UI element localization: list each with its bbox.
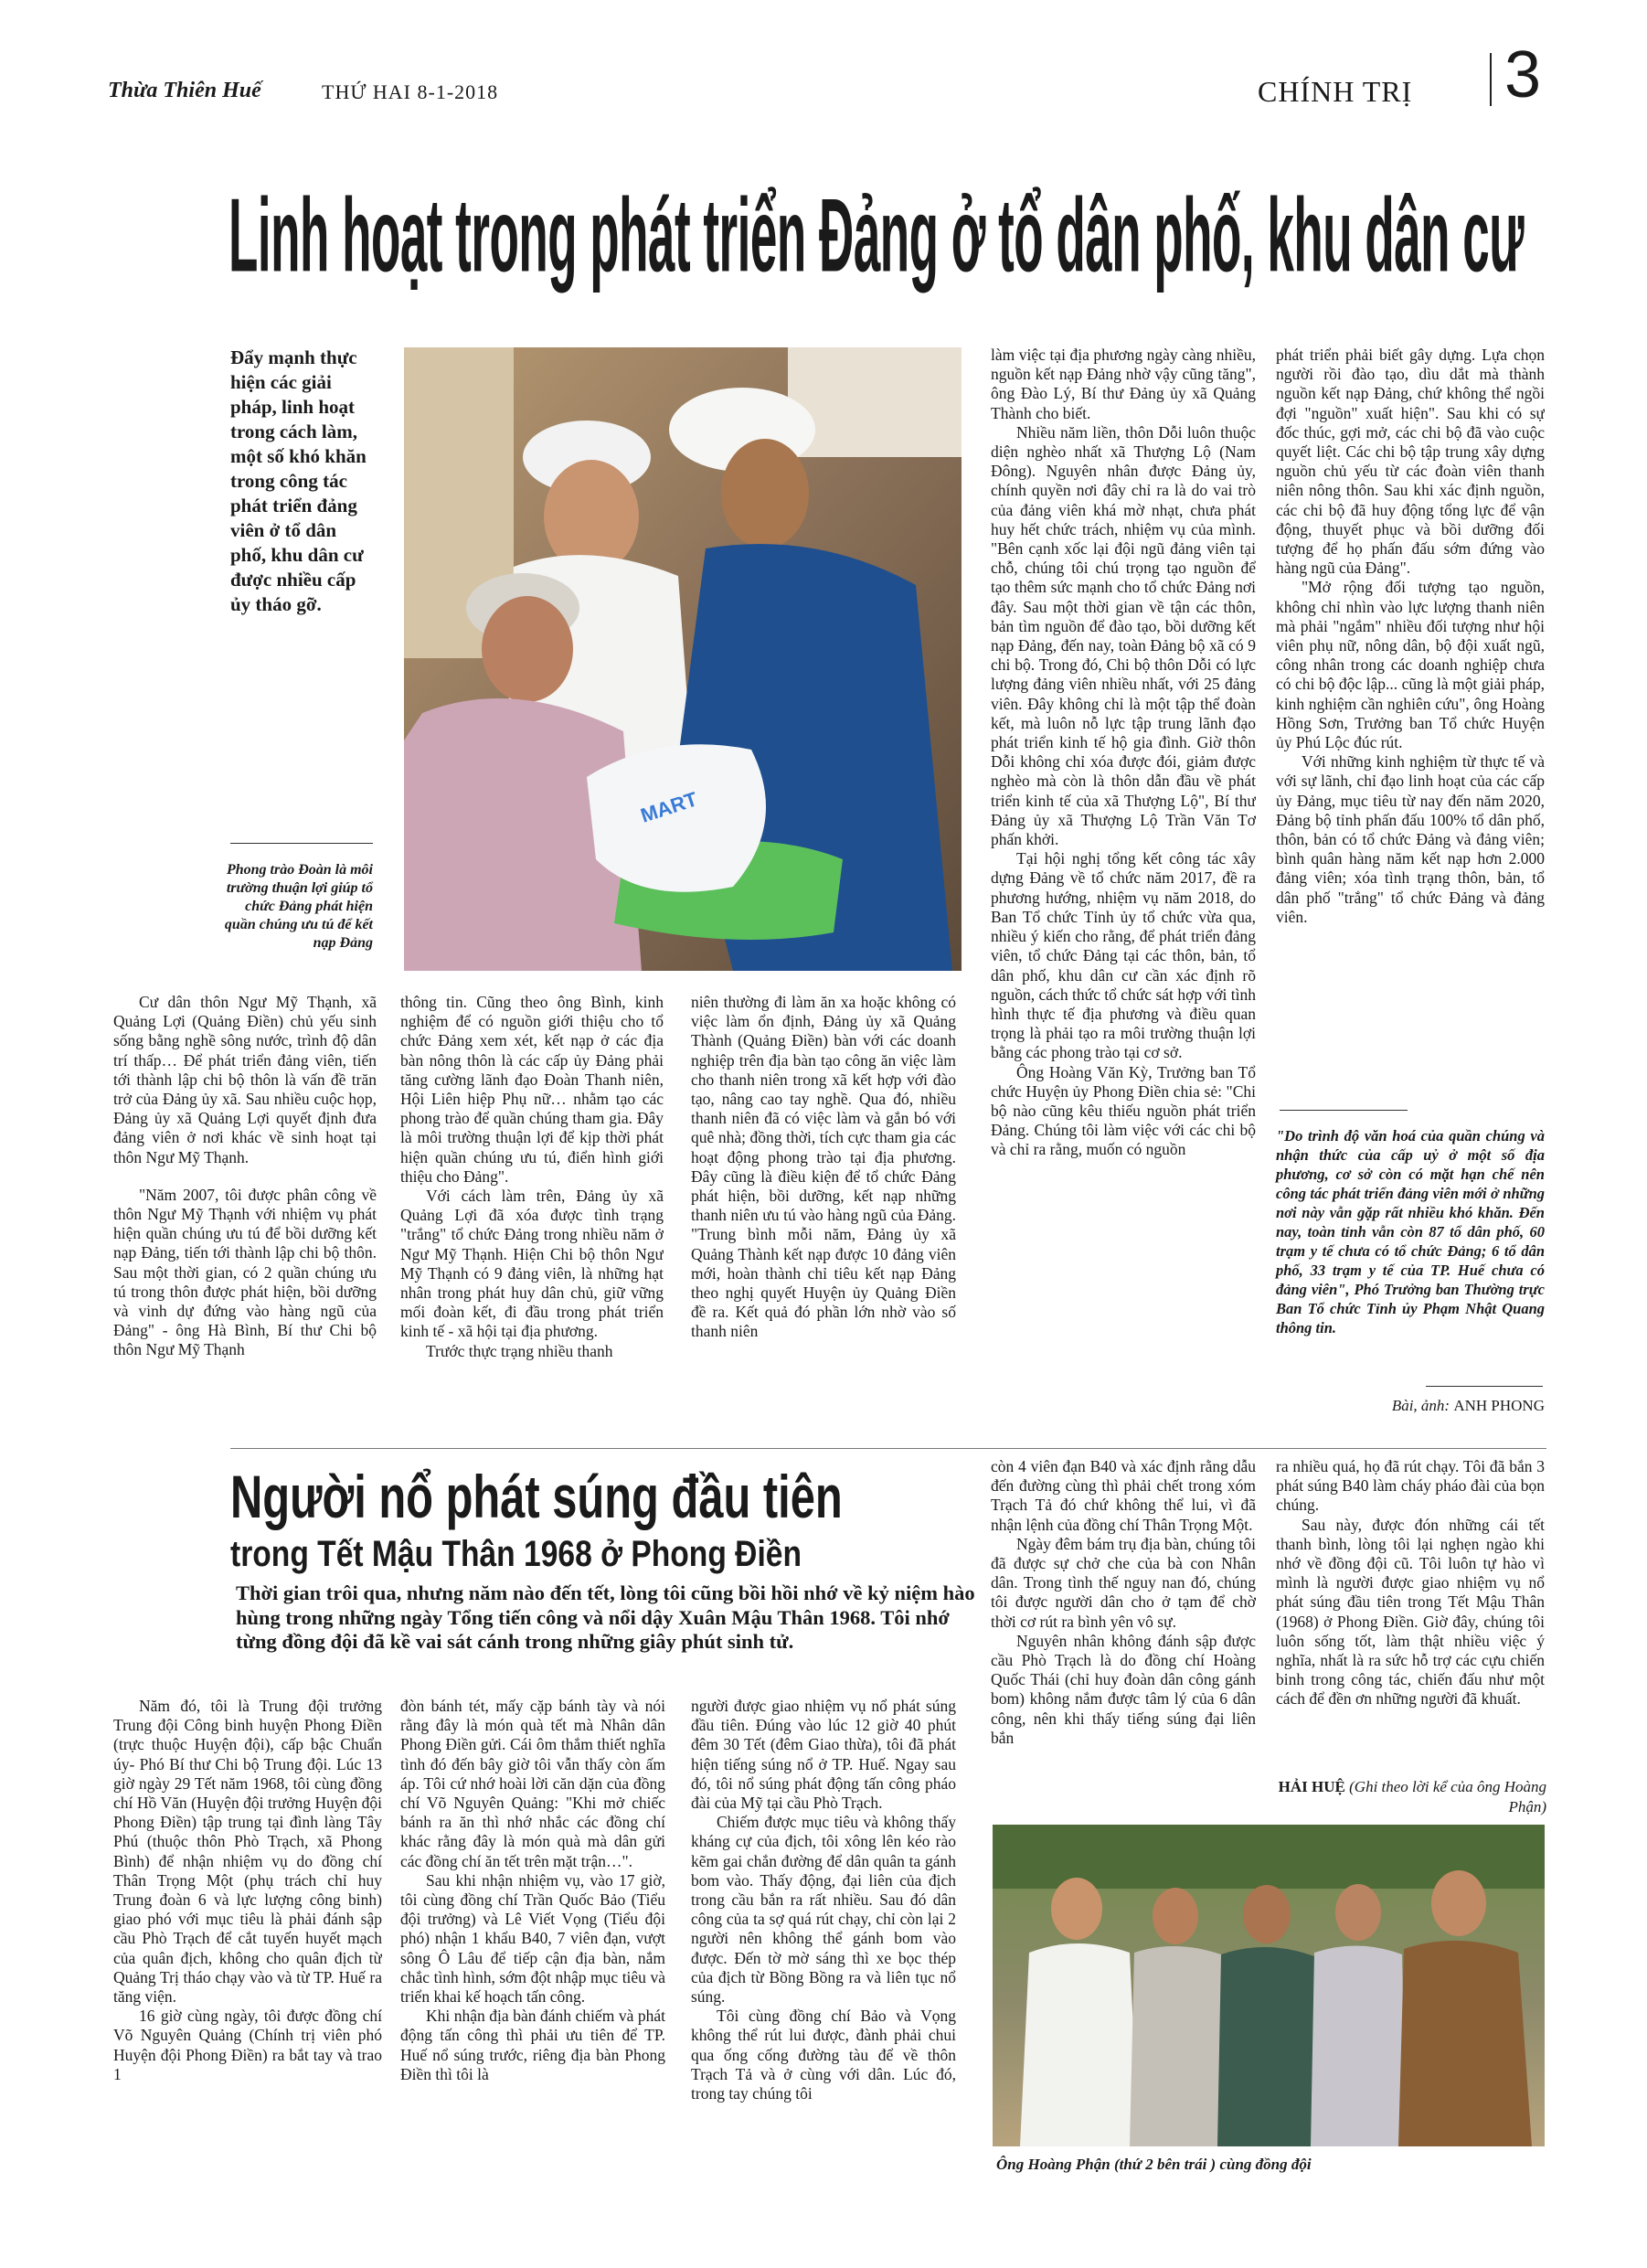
photo-veterans-group	[993, 1825, 1545, 2146]
article-divider	[230, 1448, 1546, 1449]
article1-column-4	[991, 346, 1256, 1439]
paragraph: niên thường đi làm ăn xa hoặc không có việc làm ổn định, Đảng ủy xã Quảng Thành (Quảng Điền) bàn với các doanh nghiệp trên địa bàn tạo công ăn việc làm cho thanh niên trong xã kết hợp với đào tạo, nâng cao tay nghề. Qua đó, nhiều thanh niên đã có việc làm và gắn bó với quê nhà; đồng thời, tích cực tham gia các hoạt động phong trào tại địa phương. Đây cũng là điều kiện để tổ chức Đảng phát hiện, bồi dưỡng, kết nạp những thanh niên ưu tú vào hàng ngũ của Đảng. "Trung bình mỗi năm, Đảng ủy xã Quảng Thành kết nạp được 10 đảng viên mới, hoàn thành chỉ tiêu kết nạp Đảng theo nghị quyết Huyện ủy Quảng Điền đề ra. Kết quả đó phần lớn nhờ vào số thanh niên	[691, 993, 956, 1341]
article1-column-3	[691, 993, 956, 1439]
article2-column-2	[400, 1697, 665, 2190]
paragraph: "Mở rộng đối tượng tạo nguồn, không chỉ nhìn vào lực lượng thanh niên mà phải "ngắm" nhiều đối tượng như hội viên phụ nữ, nông dân, bộ đội xuất ngũ, công nhân trong các doanh nghiệp chưa có chi bộ độc lập... cũng là một giải pháp, kinh nghiệm cần nghiên cứu", ông Hoàng Hồng Sơn, Trưởng ban Tổ chức Huyện ủy Phú Lộc đúc rút.	[1276, 578, 1545, 752]
paragraph: Khi nhận địa bàn đánh chiếm và phát động tấn công thì phải ưu tiên để TP. Huế nổ súng trước, riêng địa bàn Phong Điền thì tôi là	[400, 2007, 665, 2083]
article2-subheadline-text: trong Tết Mậu Thân 1968 ở Phong Điền	[230, 1534, 802, 1574]
caption-rule	[230, 843, 373, 844]
article2-lead: Thời gian trôi qua, nhưng năm nào đến tết, lòng tôi cũng bồi hồi nhớ về kỷ niệm hào hùng trong những ngày Tổng tiến công và nổi dậy Xuân Mậu Thân 1968. Tôi nhớ từng đồng đội đã kề vai sát cánh trong những giây phút sinh tử.	[236, 1581, 975, 1653]
paragraph: "Năm 2007, tôi được phân công về thôn Ngư Mỹ Thạnh với nhiệm vụ phát hiện quần chúng ưu tú để bồi dưỡng kết nạp Đảng, tiến tới thành lập chi bộ thôn. Sau một thời gian, có 2 quần chúng ưu tú trong thôn được phát hiện, bồi dưỡng và vinh dự đứng vào hàng ngũ của Đảng" - ông Hà Bình, Bí thư Chi bộ thôn Ngư Mỹ Thạnh	[113, 1185, 377, 1359]
paragraph: Ngày đêm bám trụ địa bàn, chúng tôi đã được sự chở che của bà con Nhân dân. Trong tình thế nguy nan đó, chúng tôi được người dân cho ở tạm để chờ thời cơ rút ra bình yên vô sự.	[991, 1534, 1256, 1631]
paragraph: còn 4 viên đạn B40 và xác định rằng dẫu đến đường cùng thì phải chết trong xóm Trạch Tả đó chứ không thể lui, vì đã nhận lệnh của đồng chí Thân Trọng Một.	[991, 1457, 1256, 1534]
paragraph: Nhiều năm liền, thôn Dỗi luôn thuộc diện nghèo nhất xã Thượng Lộ (Nam Đông). Nguyên nhân được Đảng ủy, chính quyền nơi đây chỉ ra là do vai trò của đảng viên khá mờ nhạt, chưa phát huy hết chức trách, nhiệm vụ của mình. "Bên cạnh xốc lại đội ngũ đảng viên tại chỗ, chúng tôi chú trọng tạo nguồn để tạo thêm sức mạnh cho tổ chức Đảng nơi đây. Sau một thời gian về tận các thôn, bản tìm nguồn để đào tạo, bồi dưỡng kết nạp Đảng, đến nay, toàn Đảng bộ xã có 9 chi bộ. Trong đó, Chi bộ thôn Dỗi có lực lượng đảng viên nhiều nhất, với 25 đảng viên. Đây không chỉ là một tập thể đoàn kết, mà luôn nỗ lực tập trung lãnh đạo phát triển kinh tế hộ gia đình. Giờ thôn Dỗi không chỉ xóa được đói, giảm được nghèo mà còn là thôn dẫn đầu về phát triển kinh tế của xã Thượng Lộ", Bí thư Đảng ủy xã Thượng Lộ Trần Văn Tơ phấn khởi.	[991, 422, 1256, 849]
article2-column-3	[691, 1697, 956, 2190]
article1-headline	[228, 166, 1545, 313]
paragraph: Nguyên nhân không đánh sập được cầu Phò Trạch là do đồng chí Hoàng Quốc Thái (chỉ huy đoàn dân công gánh bom) không nắm được tâm lý của 6 dân công, nên khi thấy tiếng súng đại liên bắn	[991, 1631, 1256, 1747]
paragraph: Sau khi nhận nhiệm vụ, vào 17 giờ, tôi cùng đồng chí Trần Quốc Bảo (Tiểu đội trưởng) và Lê Viết Vọng (Tiểu đội phó) nhận 1 khẩu B40, 7 viên đạn, vượt sông Ô Lâu để tiếp cận địa bàn, nắm chắc tình hình, sớm đột nhập mục tiêu và triển khai kế hoạch tấn công.	[400, 1870, 665, 2007]
article1-headline-text: Linh hoạt trong phát triển Đảng ở tổ dân phố, khu dân cư	[228, 176, 1525, 294]
issue-date: THỨ HAI 8-1-2018	[322, 80, 499, 103]
paragraph: Cư dân thôn Ngư Mỹ Thạnh, xã Quảng Lợi (Quảng Điền) chủ yếu sinh sống bằng nghề sông nước, trình độ dân trí thấp… Để phát triển đảng viên, tiến tới thành lập chi bộ thôn là vấn đề trăn trở của Đảng ủy xã. Sau nhiều cuộc họp, Đảng ủy xã Quảng Lợi quyết định đưa đảng viên ở nơi khác về sinh hoạt tại thôn Ngư Mỹ Thạnh.	[113, 993, 377, 1166]
paragraph: Tôi cùng đồng chí Bảo và Vọng không thể rút lui được, đành phải chui qua ống cống đường tàu để về thôn Trạch Tả và ở cùng với dân. Lúc đó, trong tay chúng tôi	[691, 2007, 956, 2103]
paragraph: ra nhiều quá, họ đã rút chạy. Tôi đã bắn 3 phát súng B40 làm cháy pháo đài của bọn chúng.	[1276, 1457, 1545, 1515]
article1-photo	[404, 347, 962, 971]
section-name: CHÍNH TRỊ	[1258, 75, 1413, 108]
publication-name: Thừa Thiên Huế	[108, 79, 261, 102]
quote-rule-top	[1280, 1110, 1408, 1111]
article1-photo-caption: Phong trào Đoàn là môi trường thuận lợi giúp tổ chức Đảng phát hiện quần chúng ưu tú để kết nạp Đảng	[224, 862, 373, 951]
article2-column-4	[991, 1457, 1256, 1805]
header-divider	[1490, 53, 1492, 106]
paragraph: Ông Hoàng Văn Kỳ, Trưởng ban Tổ chức Huyện ủy Phong Điền chia sẻ: "Chi bộ nào cũng kêu thiếu nguồn phát triển Đảng. Chúng tôi làm việc với các chi bộ và chỉ ra rằng, muốn có nguồn	[991, 1062, 1256, 1159]
paragraph: làm việc tại địa phương ngày càng nhiều, nguồn kết nạp Đảng nhờ vậy cũng tăng", ông Đào Lý, Bí thư Đảng ủy xã Quảng Thành cho biết.	[991, 346, 1256, 422]
article2-column-5	[1276, 1457, 1545, 1775]
page-number: 3	[1504, 38, 1542, 112]
paragraph: Với cách làm trên, Đảng ủy xã Quảng Lợi đã xóa được tình trạng "trắng" tổ chức Đảng trong nhiều năm ở Ngư Mỹ Thạnh. Hiện Chi bộ thôn Ngư Mỹ Thạnh có 9 đảng viên, là những hạt nhân trong phát huy dân chủ, giữ vững mối đoàn kết, đi đầu trong phát triển kinh tế - xã hội tại địa phương.	[400, 1187, 664, 1341]
paragraph: thông tin. Cũng theo ông Bình, kinh nghiệm để có nguồn giới thiệu cho tổ chức Đảng xem xét, kết nạp ở các địa bàn nông thôn là các cấp ủy Đảng phải tăng cường lãnh đạo Đoàn Thanh niên, Hội Liên hiệp Phụ nữ… nhằm tạo các phong trào để quần chúng tham gia. Đây là môi trường thuận lợi để kịp thời phát hiện quần chúng ưu tú, điển hình giới thiệu cho Đảng".	[400, 993, 664, 1186]
byline-label: Bài, ảnh:	[1391, 1397, 1454, 1414]
paragraph: đòn bánh tét, mấy cặp bánh tày và nói rằng đây là món quà tết mà Nhân dân Phong Điền gửi. Cái ôm thắm thiết nghĩa tình đó đến bây giờ tôi vẫn thấy còn ấm áp. Tôi cứ nhớ hoài lời căn dặn của đồng chí Võ Nguyên Quảng: "Khi mở chiếc bánh ra ăn thì nhớ nhắc các đồng chí khác rằng đây là món quà mà dân gửi các đồng chí ăn tết trên mặt trận…".	[400, 1697, 665, 1870]
article2-headline	[230, 1463, 1035, 1536]
article2-headline-text: Người nổ phát súng đầu tiên	[230, 1463, 843, 1530]
paragraph: Tại hội nghị tổng kết công tác xây dựng Đảng về tổ chức năm 2017, đề ra phương hướng, nhiệm vụ năm 2018, do Ban Tổ chức Tỉnh ủy tổ chức vừa qua, nhiều ý kiến cho rằng, để phát triển đảng viên, tổ chức Đảng tại các thôn, bản, tổ dân phố, khu dân cư cần xác định rõ nguồn, cách thức tổ chức sát hợp với tình hình thực tế địa phương và điều quan trọng là phải tạo ra môi trường thuận lợi bằng các phong trào tại cơ sở.	[991, 849, 1256, 1062]
byline-author: HẢI HUỆ	[1278, 1778, 1345, 1795]
paragraph: Sau này, được đón những cái tết thanh bình, lòng tôi lại nghẹn ngào khi nhớ về đồng đội cũ. Tôi luôn tự hào vì mình là người được giao nhiệm vụ nổ phát súng đầu tiên trong Tết Mậu Thân (1968) ở Phong Điền. Giờ đây, chúng tôi luôn sống tốt, làm thật nhiều việc ý nghĩa, nhất là ra sức hỗ trợ các cựu chiến binh trong công tác, chiến đấu như một cách để đền ơn những người đã khuất.	[1276, 1515, 1545, 1709]
byline-author: ANH PHONG	[1453, 1397, 1545, 1414]
paragraph: người được giao nhiệm vụ nổ phát súng đầu tiên. Đúng vào lúc 12 giờ 40 phút đêm 30 Tết (đêm Giao thừa), tôi đã phát hiện tiếng súng nổ ở TP. Huế. Ngay sau đó, tôi nổ súng phát động tấn công pháo đài của Mỹ tại cầu Phò Trạch.	[691, 1697, 956, 1813]
article2-byline	[1276, 1777, 1546, 1817]
article1-column-2	[400, 993, 664, 1439]
article2-photo	[993, 1825, 1545, 2146]
paragraph: Trước thực trạng nhiều thanh	[426, 1341, 613, 1360]
article1-pull-quote: "Do trình độ văn hoá của quần chúng và nhận thức của cấp uỷ ở một số địa phương, cơ sở còn có mặt hạn chế nên công tác phát triển đảng viên mới ở những nơi này vẫn gặp rất nhiều khó khăn. Đến nay, toàn tỉnh vẫn còn 87 tổ dân phố, 60 trạm y tế chưa có tổ chức Đảng; 6 tổ dân phố, 33 trạm y tế của TP. Huế chưa có đảng viên", Phó Trưởng ban Thường trực Ban Tổ chức Tỉnh ủy Phạm Nhật Quang thông tin.	[1276, 1127, 1545, 1336]
article1-byline	[1276, 1397, 1545, 1415]
article1-column-5	[1276, 346, 1545, 1077]
photo-youth-handing-rice-bag	[404, 347, 962, 971]
article1-lead: Đẩy mạnh thực hiện các giải pháp, linh hoạt trong cách làm, một số khó khăn trong công tác phát triển đảng viên ở tổ dân phố, khu dân cư được nhiều cấp ủy tháo gỡ.	[230, 346, 367, 615]
article2-subheadline	[230, 1532, 1035, 1578]
article2-photo-caption: Ông Hoàng Phận (thứ 2 bên trái ) cùng đồng đội	[996, 2156, 1312, 2173]
paragraph: Chiếm được mục tiêu và không thấy kháng cự của địch, tôi xông lên kéo rào kẽm gai chắn đường để dân quân ta gánh bom vào. Thấy động, đại liên của địch trong cầu bắn ra rất nhiều. Sau đó dân công của ta sợ quá rút chạy, chỉ còn lại 2 người nên không thể gánh bom vào được. Đến tờ mờ sáng thì xe bọc thép của địch từ Bồng Bồng ra và liên tục nổ súng.	[691, 1813, 956, 2007]
quote-rule-bottom	[1426, 1386, 1543, 1387]
paragraph: Với những kinh nghiệm từ thực tế và với sự lãnh, chỉ đạo linh hoạt của các cấp ủy Đảng, mục tiêu từ nay đến năm 2020, Đảng bộ tỉnh phấn đấu 100% tổ dân phố, thôn, bản có tổ chức Đảng và đảng viên; bình quân hàng năm kết nạp hơn 2.000 đảng viên; xóa tình trạng thôn, bản, tổ dân phố "trắng" tổ chức Đảng và đảng viên.	[1276, 752, 1545, 926]
article2-column-1	[113, 1697, 382, 2190]
byline-note: (Ghi theo lời kể của ông Hoàng Phận)	[1349, 1778, 1546, 1815]
svg-text:MART: MART	[637, 787, 700, 827]
paragraph: 16 giờ cùng ngày, tôi được đồng chí Võ Nguyên Quảng (Chính trị viên phó Huyện đội Phong Điền) ra bắt tay và trao 1	[113, 2007, 382, 2083]
paragraph: phát triển phải biết gây dựng. Lựa chọn người rồi đào tạo, dìu dắt mà thành nguồn kết nạp Đảng, chứ không thể ngồi đợi "nguồn" xuất hiện". Sau khi có sự đốc thúc, gợi mở, các chi bộ đã vào cuộc quyết liệt. Các chi bộ tập trung xây dựng nguồn chủ yếu từ các đoàn viên thanh niên nông thôn. Sau khi xác định nguồn, các chi bộ đã huy động tổng lực để vận động, thuyết phục và bồi dưỡng đối tượng để họ phấn đấu sớm đứng vào hàng ngũ của Đảng".	[1276, 346, 1545, 578]
paragraph: Năm đó, tôi là Trung đội trưởng Trung đội Công binh huyện Phong Điền (trực thuộc Huyện đội), cấp bậc Chuẩn úy- Phó Bí thư Chi bộ Trung đội. Lúc 13 giờ ngày 29 Tết năm 1968, tôi cùng đồng chí Hồ Văn (Huyện đội trưởng Huyện đội Phong Điền) tập trung tại đình làng Tây Phú (thuộc thôn Phò Trạch, xã Phong Bình) để nhận nhiệm vụ do đồng chí Thân Trọng Một (phụ trách chỉ huy Trung đoàn 6 và lực lượng công binh) giao phó với mục tiêu là phải đánh sập cầu Phò Trạch để cắt tuyến huyết mạch của quân địch, không cho quân địch từ Quảng Trị tháo chạy vào và từ TP. Huế ra tăng viện.	[113, 1697, 382, 2007]
article1-column-1	[113, 993, 377, 1439]
